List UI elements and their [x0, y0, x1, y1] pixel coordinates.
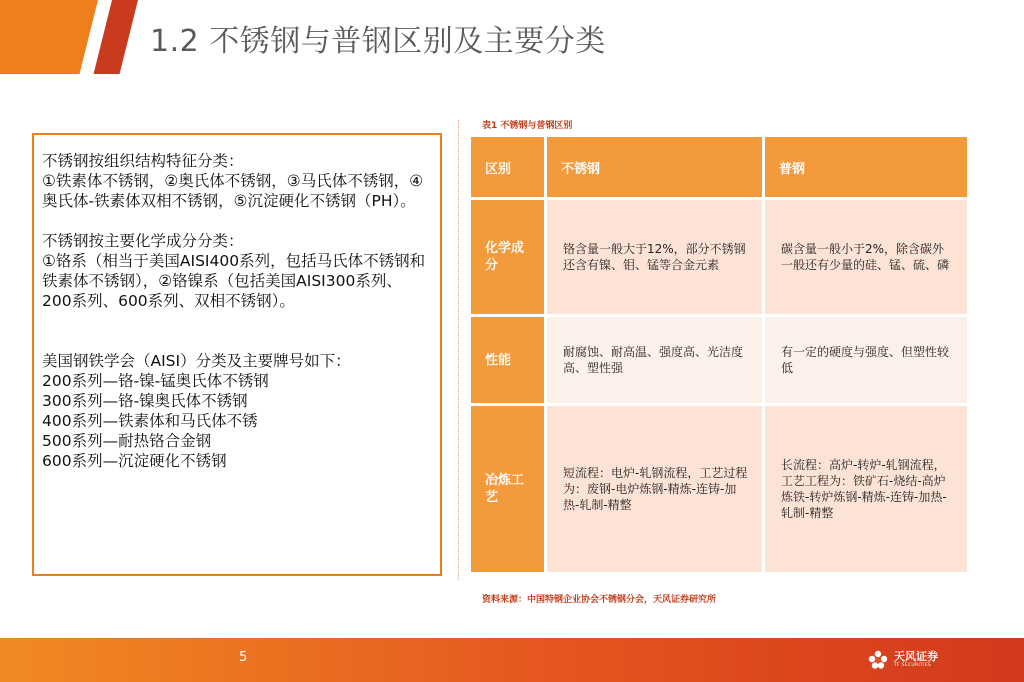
- brand-logo: [867, 646, 938, 674]
- paragraph-structure-classification: 不锈钢按组织结构特征分类： ①铁素体不锈钢，②奥氏体不锈钢，③马氏体不锈钢，④奥氏体-铁素体双相不锈钢，⑤沉淀硬化不锈钢（PH）。: [42, 152, 424, 210]
- table-row: [471, 314, 967, 403]
- flower-logo-icon: [867, 649, 889, 671]
- page-title: 1.2 不锈钢与普钢区别及主要分类: [150, 24, 606, 59]
- header-cell-stainless: 不锈钢: [547, 137, 765, 197]
- header-cell-category: 区别: [471, 137, 547, 197]
- table-row: [471, 197, 967, 314]
- cell-stainless: 耐腐蚀、耐高温、强度高、光洁度高、塑性强: [547, 314, 765, 403]
- table-header-row: [471, 137, 967, 197]
- footer-bar: [0, 638, 1024, 682]
- table-caption: 表1 不锈钢与普钢区别: [482, 121, 573, 131]
- cell-stainless: 短流程：电炉-轧钢流程，工艺过程为：废钢-电炉炼钢-精炼-连铸-加热-轧制-精整: [547, 403, 765, 572]
- dotted-divider: [458, 120, 459, 580]
- page-number: 5: [239, 650, 248, 665]
- paragraph-composition-classification: 不锈钢按主要化学成分分类： ①铬系（相当于美国AISI400系列，包括马氏体不锈钢和铁素体不锈钢），②铬镍系（包括美国AISI300系列、200系列、600系列、双相不锈钢）。: [42, 232, 426, 310]
- classification-text-box: [32, 133, 442, 576]
- source-note: 资料来源：中国特钢企业协会不锈钢分会，天风证券研究所: [482, 595, 717, 605]
- table-row: [471, 403, 967, 572]
- cell-ordinary: 有一定的硬度与强度、但塑性较低: [765, 314, 967, 403]
- paragraph-aisi-classification: 美国钢铁学会（AISI）分类及主要牌号如下： 200系列—铬-镍-锰奥氏体不锈钢 300系列—铬-镍奥氏体不锈钢 400系列—铁素体和马氏体不锈 500系列—耐热铬合金钢 600系列—沉淀硬化不锈钢: [42, 352, 351, 470]
- header-stripe-orange: [0, 0, 98, 74]
- cell-stainless: 铬含量一般大于12%，部分不锈钢还含有镍、钼、锰等合金元素: [547, 197, 765, 314]
- header-cell-ordinary: 普钢: [765, 137, 967, 197]
- brand-name: 天风证券: [894, 650, 938, 663]
- header-stripe-red: [94, 0, 138, 74]
- cell-ordinary: 长流程：高炉-转炉-轧钢流程，工艺工程为：铁矿石-烧结-高炉炼铁-转炉炼钢-精炼-连铸-加热-轧制-精整: [765, 403, 967, 572]
- row-label: 性能: [471, 314, 547, 403]
- brand-english: TF SECURITIES: [894, 663, 932, 668]
- cell-ordinary: 碳含量一般小于2%，除含碳外一般还有少量的硅、锰、硫、磷: [765, 197, 967, 314]
- row-label: 冶炼工艺: [471, 403, 547, 572]
- comparison-table: [471, 137, 967, 572]
- row-label: 化学成分: [471, 197, 547, 314]
